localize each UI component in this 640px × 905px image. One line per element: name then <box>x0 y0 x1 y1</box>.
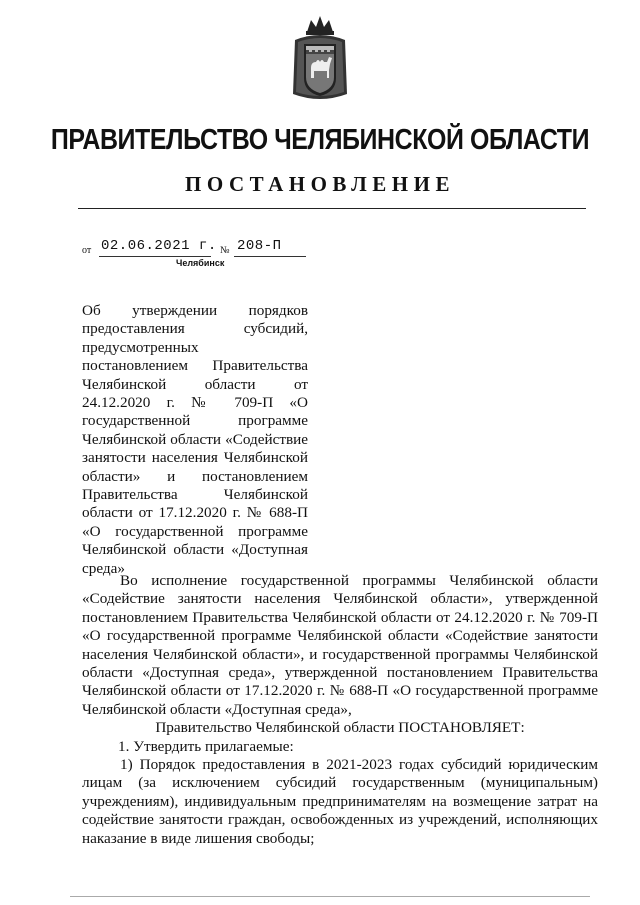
header-divider <box>78 208 586 209</box>
preamble-paragraph: Во исполнение государственной программы Челябинской области «Содействие занятости населения Челябинской области», утвержденной постановлением Правительства Челябинской области от 24.12.2020 г. № 709-П «О государственной программе Челябинской области «Содействие занятости населения Челябинской области», и государственной программы Челябинской области «Доступная среда», утвержденной постановлением Правительства Челябинской области от 17.12.2020 г. № 688-П «О государственной программе Челябинской области «Доступная среда», <box>82 572 598 718</box>
number-prefix: № <box>220 245 230 256</box>
government-title: ПРАВИТЕЛЬСТВО ЧЕЛЯБИНСКОЙ ОБЛАСТИ <box>50 124 590 156</box>
date-number-line <box>82 238 322 260</box>
number-underline <box>234 256 306 257</box>
resolves-line: Правительство Челябинской области ПОСТАНОВЛЯЕТ: <box>155 719 525 737</box>
subject-last-line: среда» <box>82 559 125 577</box>
date-underline <box>99 256 211 257</box>
item-1-1: 1) Порядок предоставления в 2021-2023 годах субсидий юридическим лицам (за исключением субсидий государственным (муниципальным) учреждениям), индивидуальным предпринимателям на возмещение затрат на содействие занятости граждан, освобожденных из учреждений, исполняющих наказание в виде лишения свободы; <box>82 756 598 847</box>
item-1: 1. Утвердить прилагаемые: <box>118 737 294 755</box>
document-number: 208-П <box>237 238 282 254</box>
coat-of-arms-icon <box>289 12 351 104</box>
date-prefix: от <box>82 245 92 256</box>
document-type: ПОСТАНОВЛЕНИЕ <box>185 172 455 196</box>
subject-text: Об утверждении порядков предоставления субсидий, предусмотренных постановлением Правительства Челябинской области от 24.12.2020 г. № 709-П «О государственной программе Челябинской области «Содействие занятости населения Челябинской области» и постановлением Правительства Челябинской области от 17.12.2020 г. № 688-П «О государственной программе Челябинской области «Доступная <box>82 302 308 559</box>
document-subject <box>82 302 308 578</box>
document-body <box>82 572 598 848</box>
city-name: Челябинск <box>176 258 225 268</box>
page-bottom-edge <box>70 896 590 897</box>
document-date: 02.06.2021 г. <box>101 238 217 254</box>
